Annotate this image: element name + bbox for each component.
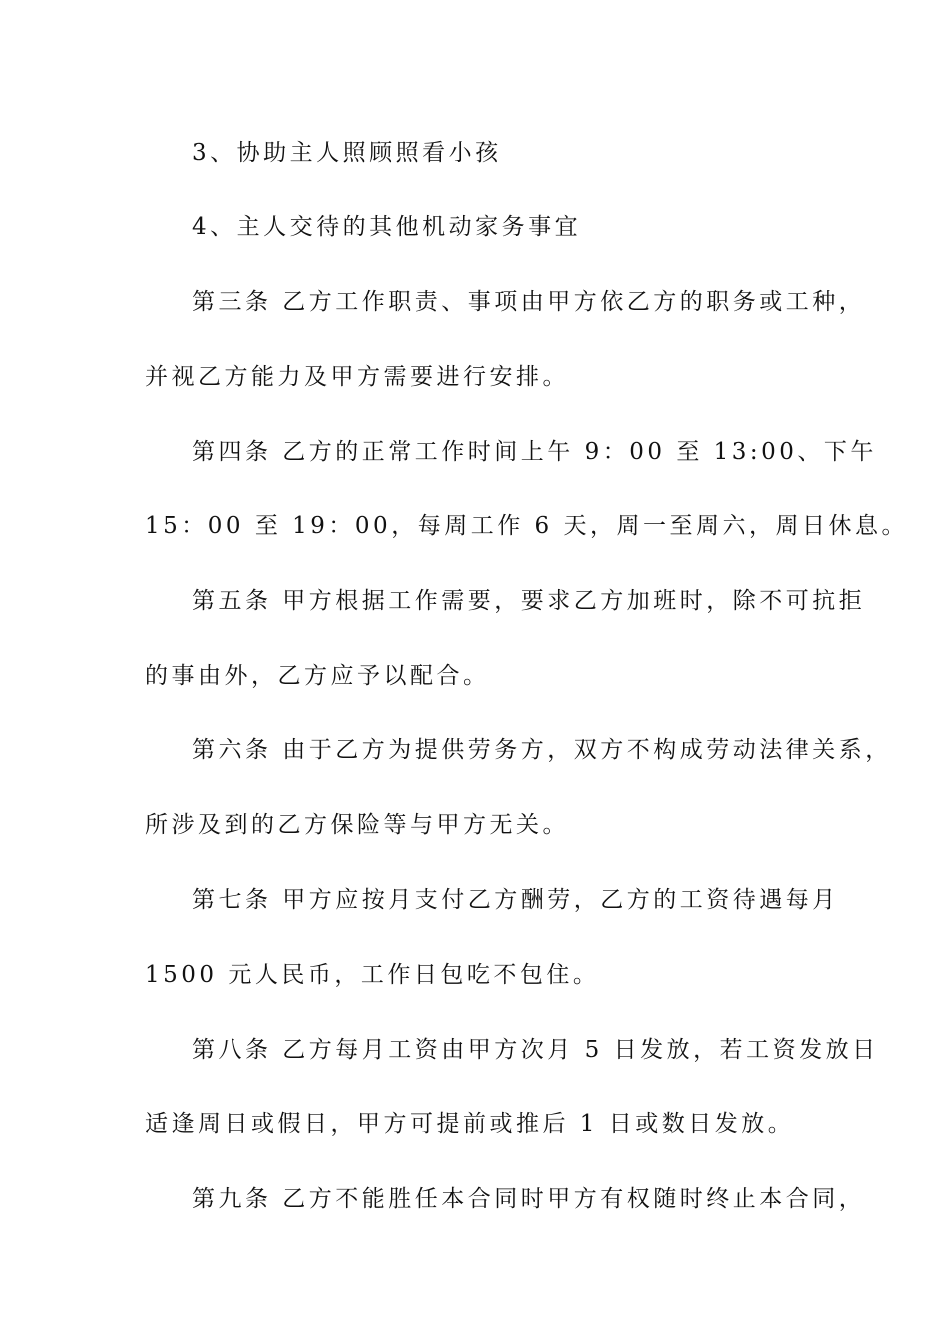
article-8-line-1: 第八条 乙方每月工资由甲方次月 5 日发放，若工资发放日 <box>192 1037 879 1063</box>
article-6-line-1: 第六条 由于乙方为提供劳务方，双方不构成劳动法律关系， <box>192 737 892 763</box>
article-8-line-2: 适逢周日或假日，甲方可提前或推后 1 日或数日发放。 <box>145 1111 795 1137</box>
list-item-3: 3、协助主人照顾照看小孩 <box>192 140 502 166</box>
list-item-4: 4、主人交待的其他机动家务事宜 <box>192 214 582 240</box>
article-9-line-1: 第九条 乙方不能胜任本合同时甲方有权随时终止本合同， <box>192 1186 866 1212</box>
article-4-line-2: 15：00 至 19：00，每周工作 6 天，周一至周六，周日休息。 <box>145 513 908 539</box>
article-7-line-1: 第七条 甲方应按月支付乙方酬劳，乙方的工资待遇每月 <box>192 887 839 913</box>
article-6-line-2: 所涉及到的乙方保险等与甲方无关。 <box>145 812 569 838</box>
article-3-line-2: 并视乙方能力及甲方需要进行安排。 <box>145 364 569 390</box>
article-4-line-1: 第四条 乙方的正常工作时间上午 9：00 至 13:00、下午 <box>192 439 877 465</box>
article-3-line-1: 第三条 乙方工作职责、事项由甲方依乙方的职务或工种， <box>192 289 866 315</box>
article-5-line-1: 第五条 甲方根据工作需要，要求乙方加班时，除不可抗拒 <box>192 588 866 614</box>
article-7-line-2: 1500 元人民币，工作日包吃不包住。 <box>145 962 600 988</box>
article-5-line-2: 的事由外，乙方应予以配合。 <box>145 663 490 689</box>
